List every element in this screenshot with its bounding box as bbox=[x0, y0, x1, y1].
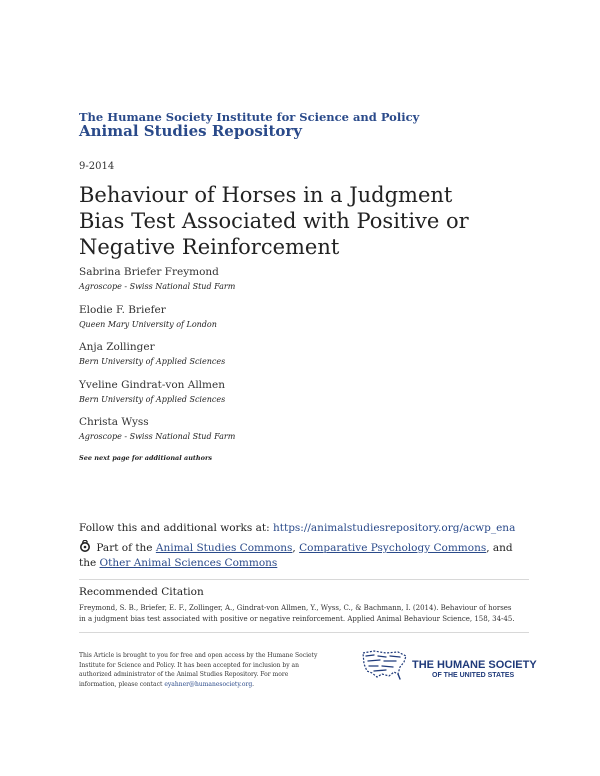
part-of-prefix: Part of the bbox=[96, 542, 153, 554]
collection-link[interactable]: https://animalstudiesrepository.org/acwp_ena bbox=[273, 522, 516, 534]
divider bbox=[79, 632, 529, 633]
author-affiliation: Bern University of Applied Sciences bbox=[79, 357, 226, 366]
author-name: Yveline Gindrat-von Allmen bbox=[79, 379, 225, 391]
access-notice-end: . bbox=[252, 680, 255, 688]
author-affiliation: Agroscope - Swiss National Stud Farm bbox=[79, 432, 236, 441]
follow-line bbox=[79, 522, 515, 534]
access-notice bbox=[79, 651, 319, 689]
contact-email-link[interactable]: eyahner@humanesociety.org bbox=[164, 680, 253, 688]
institute-name: The Humane Society Institute for Science and Policy bbox=[79, 110, 420, 124]
animal-studies-commons-link[interactable]: Animal Studies Commons bbox=[155, 542, 293, 554]
author-name: Anja Zollinger bbox=[79, 341, 155, 353]
author-name: Christa Wyss bbox=[79, 416, 149, 428]
publication-date: 9-2014 bbox=[79, 161, 115, 172]
follow-prefix: Follow this and additional works at: bbox=[79, 522, 270, 534]
separator: , bbox=[292, 542, 296, 554]
author-name: Sabrina Briefer Freymond bbox=[79, 266, 219, 278]
article-title: Behaviour of Horses in a Judgment Bias Test Associated with Positive or Negative Reinforcement bbox=[79, 183, 469, 259]
logo-subtitle: OF THE UNITED STATES bbox=[432, 672, 515, 679]
open-access-icon bbox=[79, 540, 91, 552]
comparative-psychology-commons-link[interactable]: Comparative Psychology Commons bbox=[299, 542, 487, 554]
hsus-logo[interactable] bbox=[360, 648, 535, 684]
additional-authors-note: See next page for additional authors bbox=[79, 454, 213, 462]
us-map-icon bbox=[360, 648, 410, 682]
author-affiliation: Agroscope - Swiss National Stud Farm bbox=[79, 282, 236, 291]
author-name: Elodie F. Briefer bbox=[79, 304, 166, 316]
repository-name[interactable]: Animal Studies Repository bbox=[79, 122, 303, 140]
access-notice-text: This Article is brought to you for free and open access by the Humane Society Institute for Science and Policy. It has been accepted for inclusion by an authorized administrator of the Animal Studies Repository. For more information, please contact bbox=[79, 652, 318, 688]
author-affiliation: Queen Mary University of London bbox=[79, 320, 217, 329]
logo-title: THE HUMANE SOCIETY bbox=[412, 659, 537, 671]
separator: , and the bbox=[79, 542, 513, 569]
divider bbox=[79, 579, 529, 580]
author-affiliation: Bern University of Applied Sciences bbox=[79, 395, 226, 404]
citation-heading: Recommended Citation bbox=[79, 586, 204, 598]
part-of-line bbox=[79, 540, 519, 571]
other-animal-sciences-commons-link[interactable]: Other Animal Sciences Commons bbox=[99, 557, 278, 569]
citation-text: Freymond, S. B., Briefer, E. F., Zollinger, A., Gindrat-von Allmen, Y., Wyss, C., & Bachmann, I. (2014). Behaviour of horses in a judgment bias test associated with positive or negative reinforcement. Applied Animal Behaviour Science, 158, 34-45. bbox=[79, 604, 515, 623]
